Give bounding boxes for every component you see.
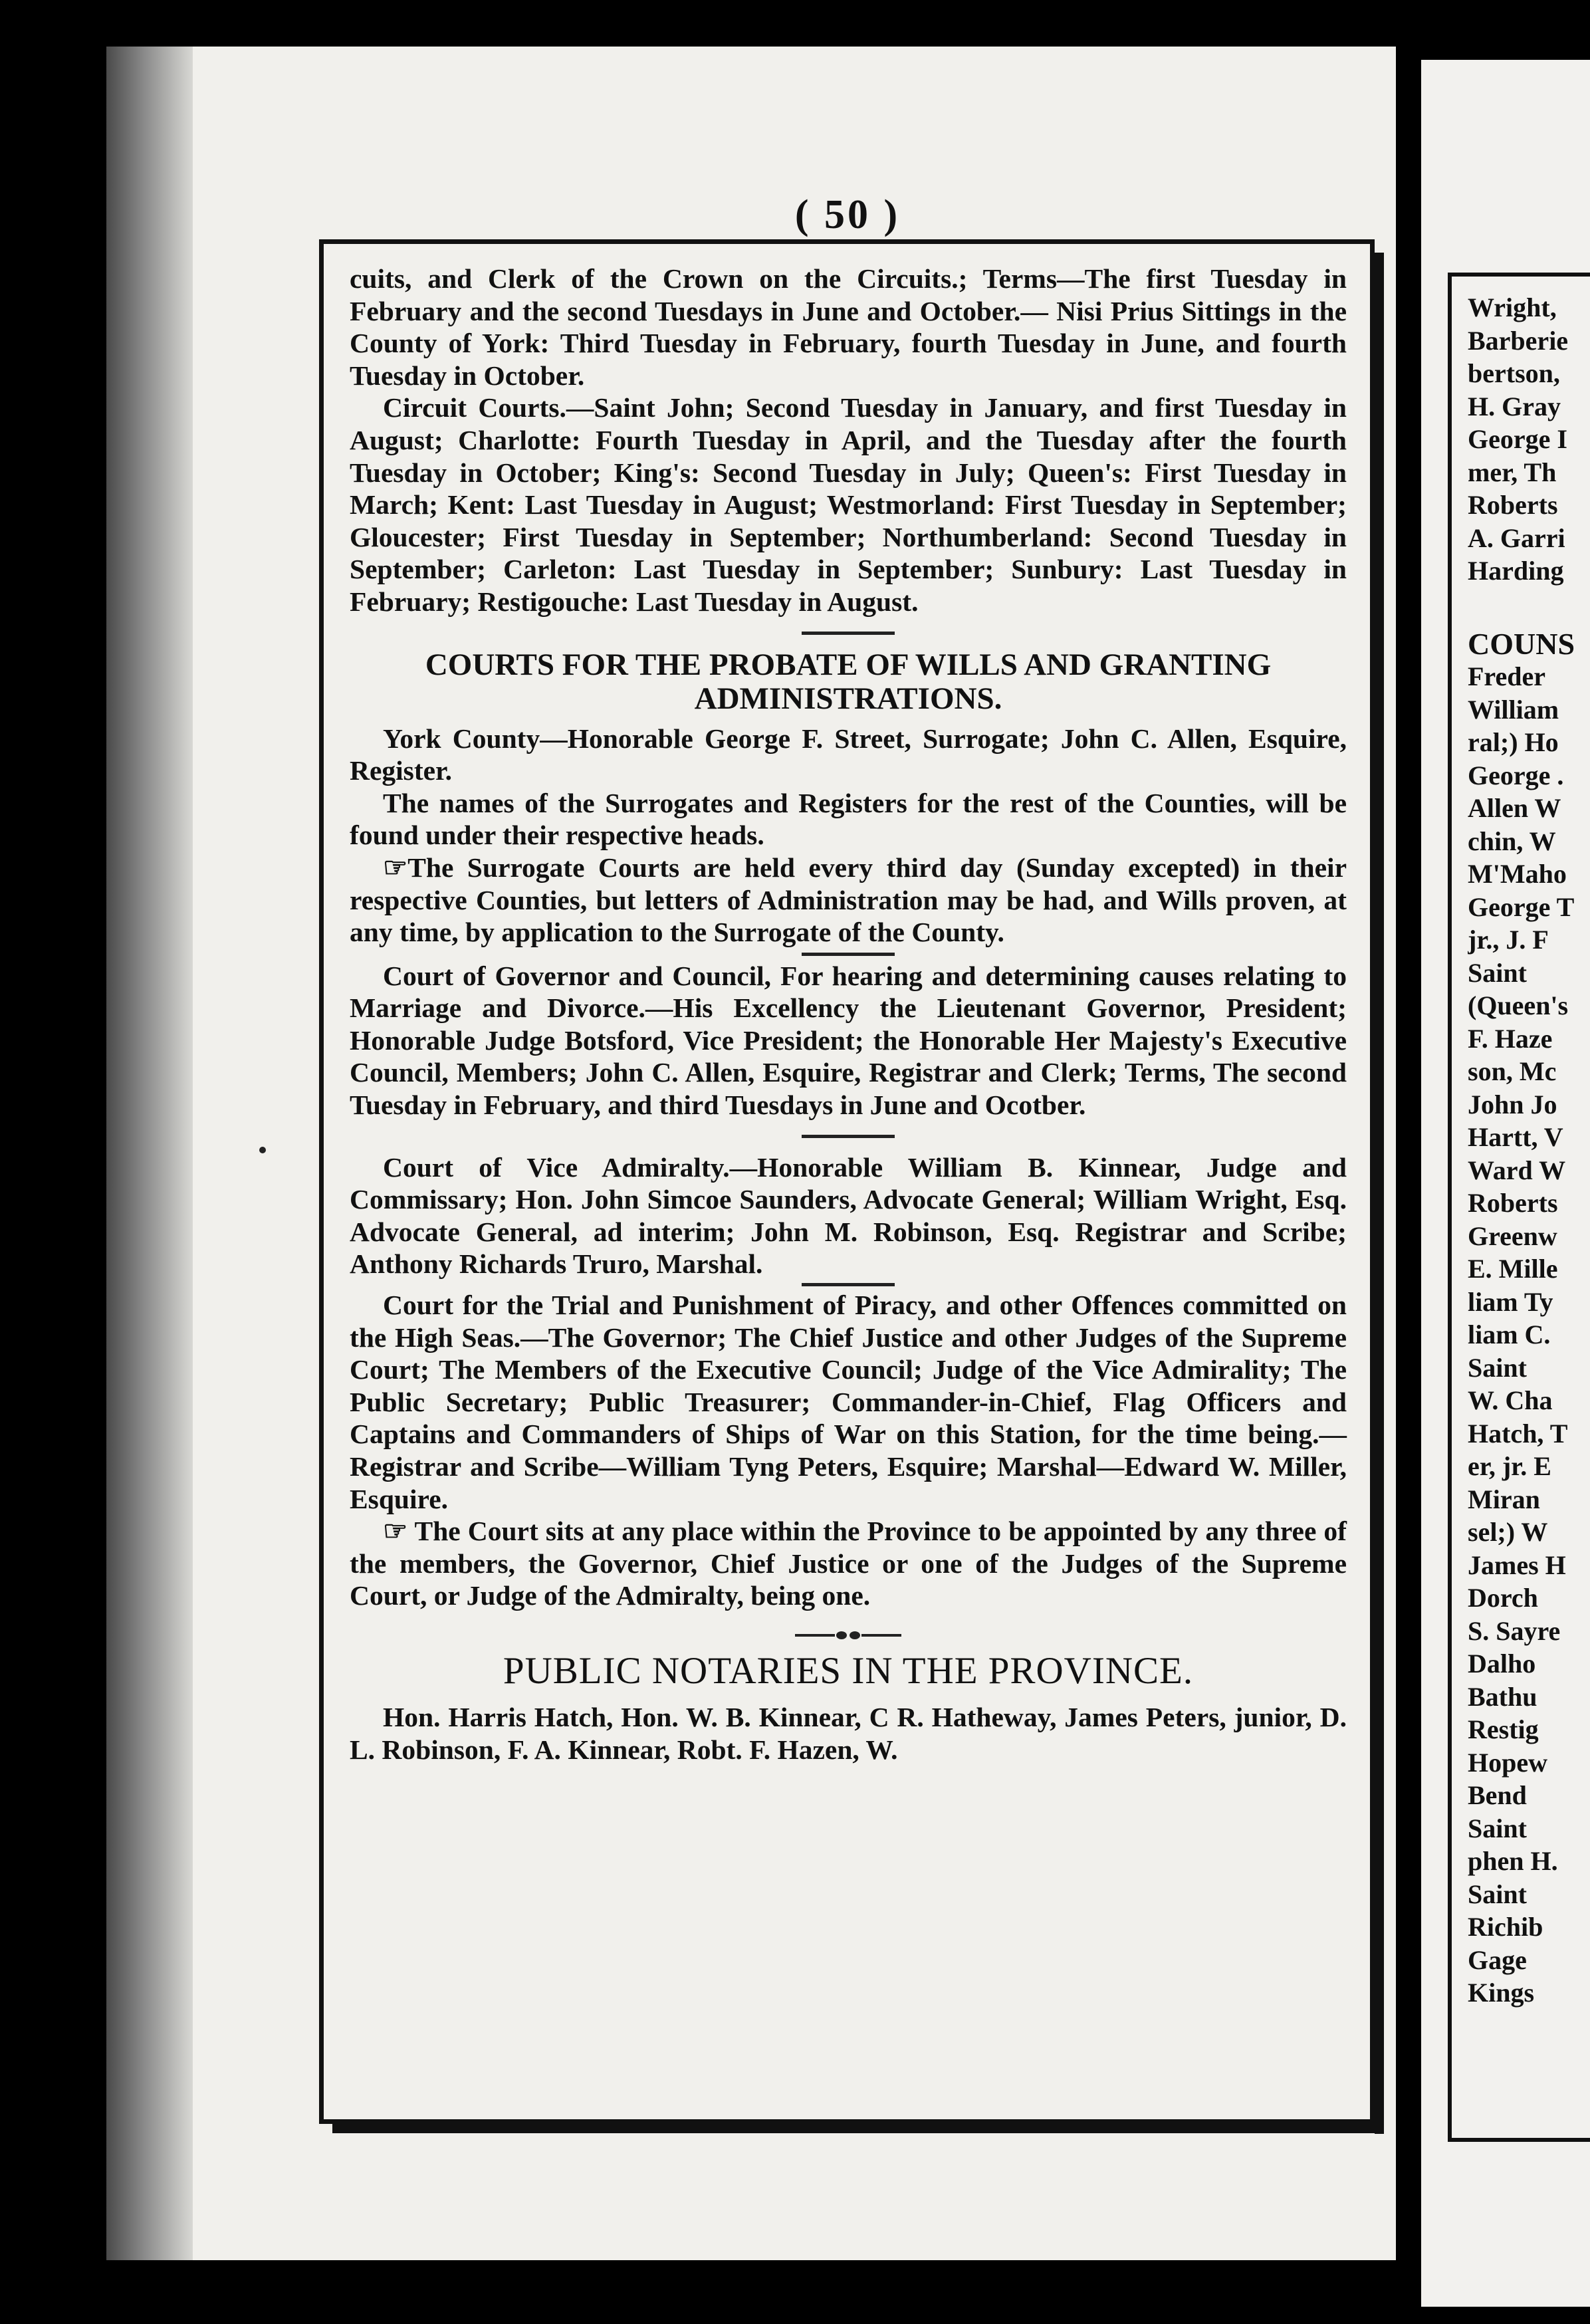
right-page-line: Hatch, T [1468, 1418, 1568, 1449]
right-page-line: William [1468, 694, 1559, 725]
right-page-line: liam Ty [1468, 1286, 1553, 1317]
right-page-line: Restig [1468, 1714, 1539, 1744]
section-rule [802, 632, 895, 635]
right-page-line: Roberts [1468, 1188, 1558, 1218]
paragraph-surrogates-note: The names of the Surrogates and Registers for the rest of the Counties, will be found under their respective heads. [350, 787, 1347, 851]
ornament-divider [350, 1624, 1347, 1644]
right-page-line: S. Sayre [1468, 1615, 1561, 1646]
paragraph-piracy-court: Court for the Trial and Punishment of Piracy, and other Offences committed on the High Seas.—The Governor; The Chief Justice and other Judges of the Supreme Court; The Members of the Executive Council; Judge of the Vice Admirality; The Public Secretary; Public Treasurer; Commander-in-Chief, Flag Officers and Captains and Commanders of Ships of War on this Station, for the time being.— Registrar and Scribe—William Tyng Peters, Esquire; Marshal—Edward W. Miller, Esquire. [350, 1290, 1347, 1514]
right-page-line: Gage [1468, 1944, 1527, 1975]
right-page-line: chin, W [1468, 826, 1556, 856]
right-page-line: phen H. [1468, 1846, 1558, 1876]
paragraph-terms: cuits, and Clerk of the Crown on the Circuits.; Terms—The first Tuesday in February and the second Tuesdays in June and October.— Nisi Prius Sittings in the County of York: Third Tuesday in February, fourth Tuesday in June, and fourth Tuesday in October. [350, 263, 1347, 391]
section-rule [802, 1135, 895, 1138]
paragraph-vice-admiralty: Court of Vice Admiralty.—Honorable William B. Kinnear, Judge and Commissary; Hon. John Simcoe Saunders, Advocate General; William Wright, Esq. Advocate General, ad interim; John M. Robinson, Esq. Registrar and Scribe; Anthony Richards Truro, Marshal. [350, 1151, 1347, 1280]
right-page-text-fragments [1468, 291, 1590, 2010]
right-page-line [1468, 588, 1590, 628]
page-number: ( 50 ) [794, 192, 901, 237]
paragraph-circuit-courts: Circuit Courts.—Saint John; Second Tuesday in January, and first Tuesday in August; Charlotte: Fourth Tuesday in April, and the Tuesday after the fourth Tuesday in October; King's: Second Tuesday in July; Queen's: First Tuesday in March; Kent: Last Tuesday in August; Westmorland: First Tuesday in September; Gloucester; First Tuesday in September; Northumberland: Second Tuesday in September; Carleton: Last Tuesday in September; Sunbury: Last Tuesday in February; Restigouche: Last Tuesday in August. [350, 392, 1347, 617]
right-page-line: Saint [1468, 1879, 1527, 1909]
margin-mark [259, 1147, 266, 1153]
right-page-line: Freder [1468, 661, 1545, 691]
right-page-line: Bathu [1468, 1681, 1537, 1712]
right-page-line: Kings [1468, 1978, 1535, 2008]
right-page-line: Allen W [1468, 793, 1561, 823]
right-page-line: A. Garri [1468, 523, 1565, 553]
right-page-line: Bend [1468, 1780, 1527, 1810]
right-page-line: George I [1468, 424, 1567, 454]
right-page-line: bertson, [1468, 358, 1560, 388]
right-page-line: Wright, [1468, 292, 1557, 322]
right-page-line: Dalho [1468, 1649, 1536, 1679]
right-page-line: sel;) W [1468, 1517, 1548, 1547]
heading-public-notaries: PUBLIC NOTARIES IN THE PROVINCE. [503, 1649, 1194, 1692]
paragraph-court-sits: ☞ The Court sits at any place within the Province to be appointed by any three of the members, the Governor, Chief Justice or one of the Judges of the Supreme Court, or Judge of the Admiralty, being one. [350, 1516, 1347, 1611]
right-page-line: Harding [1468, 556, 1564, 586]
paragraph-governor-council: Court of Governor and Council, For hearing and determining causes relating to Marriage and Divorce.—His Excellency the Lieutenant Governor, President; Honorable Judge Botsford, Vice President; the Honorable Her Majesty's Executive Council, Members; John C. Allen, Esquire, Registrar and Clerk; Terms, The second Tuesday in February, and third Tuesdays in June and Ocotber. [350, 960, 1347, 1121]
right-page-line: W. Cha [1468, 1385, 1553, 1415]
right-page-line: George . [1468, 760, 1564, 790]
right-page-line: E. Mille [1468, 1254, 1558, 1284]
right-page-line: Roberts [1468, 490, 1558, 520]
right-page-line: Ward W [1468, 1155, 1566, 1185]
right-page-line: M'Maho [1468, 859, 1567, 889]
right-page-line: Saint [1468, 1352, 1527, 1383]
page-gutter-shadow [106, 47, 193, 2260]
right-page-line: John Jo [1468, 1089, 1557, 1119]
section-rule [802, 1283, 895, 1286]
section-rule [802, 953, 895, 956]
right-page-line: ral;) Ho [1468, 727, 1559, 757]
right-page-line: (Queen's [1468, 990, 1569, 1020]
right-page-line: Saint [1468, 1813, 1527, 1843]
right-page-line: Greenw [1468, 1220, 1557, 1251]
right-page-line: son, Mc [1468, 1056, 1557, 1086]
right-page-line: er, jr. E [1468, 1451, 1551, 1481]
right-page-line: liam C. [1468, 1320, 1551, 1349]
right-page-line: Dorch [1468, 1583, 1538, 1613]
right-page-line: jr., J. F [1468, 925, 1549, 955]
right-page-line: Hartt, V [1468, 1122, 1563, 1152]
right-page-line: Saint [1468, 957, 1527, 988]
right-page-line: Barberie [1468, 325, 1569, 356]
right-page-line: H. Gray [1468, 391, 1561, 421]
left-page-text [350, 263, 1347, 1766]
paragraph-notaries: Hon. Harris Hatch, Hon. W. B. Kinnear, C R. Hatheway, James Peters, junior, D. L. Robinson, F. A. Kinnear, Robt. F. Hazen, W. [350, 1701, 1347, 1765]
right-page-line: mer, Th [1468, 457, 1557, 487]
right-page-line: Miran [1468, 1484, 1540, 1514]
frame-shadow-right [1375, 253, 1384, 2134]
paragraph-surrogate-courts: ☞The Surrogate Courts are held every third day (Sunday excepted) in their respective Counties, but letters of Administration may be had, and Wills proven, at any time, by application to the Surrogate of the County. [350, 852, 1347, 948]
right-page-line: Hopew [1468, 1747, 1547, 1778]
heading-probate-courts: COURTS FOR THE PROBATE OF WILLS AND GRANTING ADMINISTRATIONS. [425, 647, 1272, 716]
right-page-line: Richib [1468, 1912, 1543, 1942]
right-page-line: F. Haze [1468, 1023, 1553, 1054]
paragraph-york-county: York County—Honorable George F. Street, Surrogate; John C. Allen, Esquire, Register. [350, 723, 1347, 786]
right-page-line: James H [1468, 1550, 1566, 1580]
right-page-line: COUNS [1468, 626, 1575, 661]
right-page-line: George T [1468, 891, 1575, 922]
frame-shadow-bottom [332, 2124, 1384, 2133]
